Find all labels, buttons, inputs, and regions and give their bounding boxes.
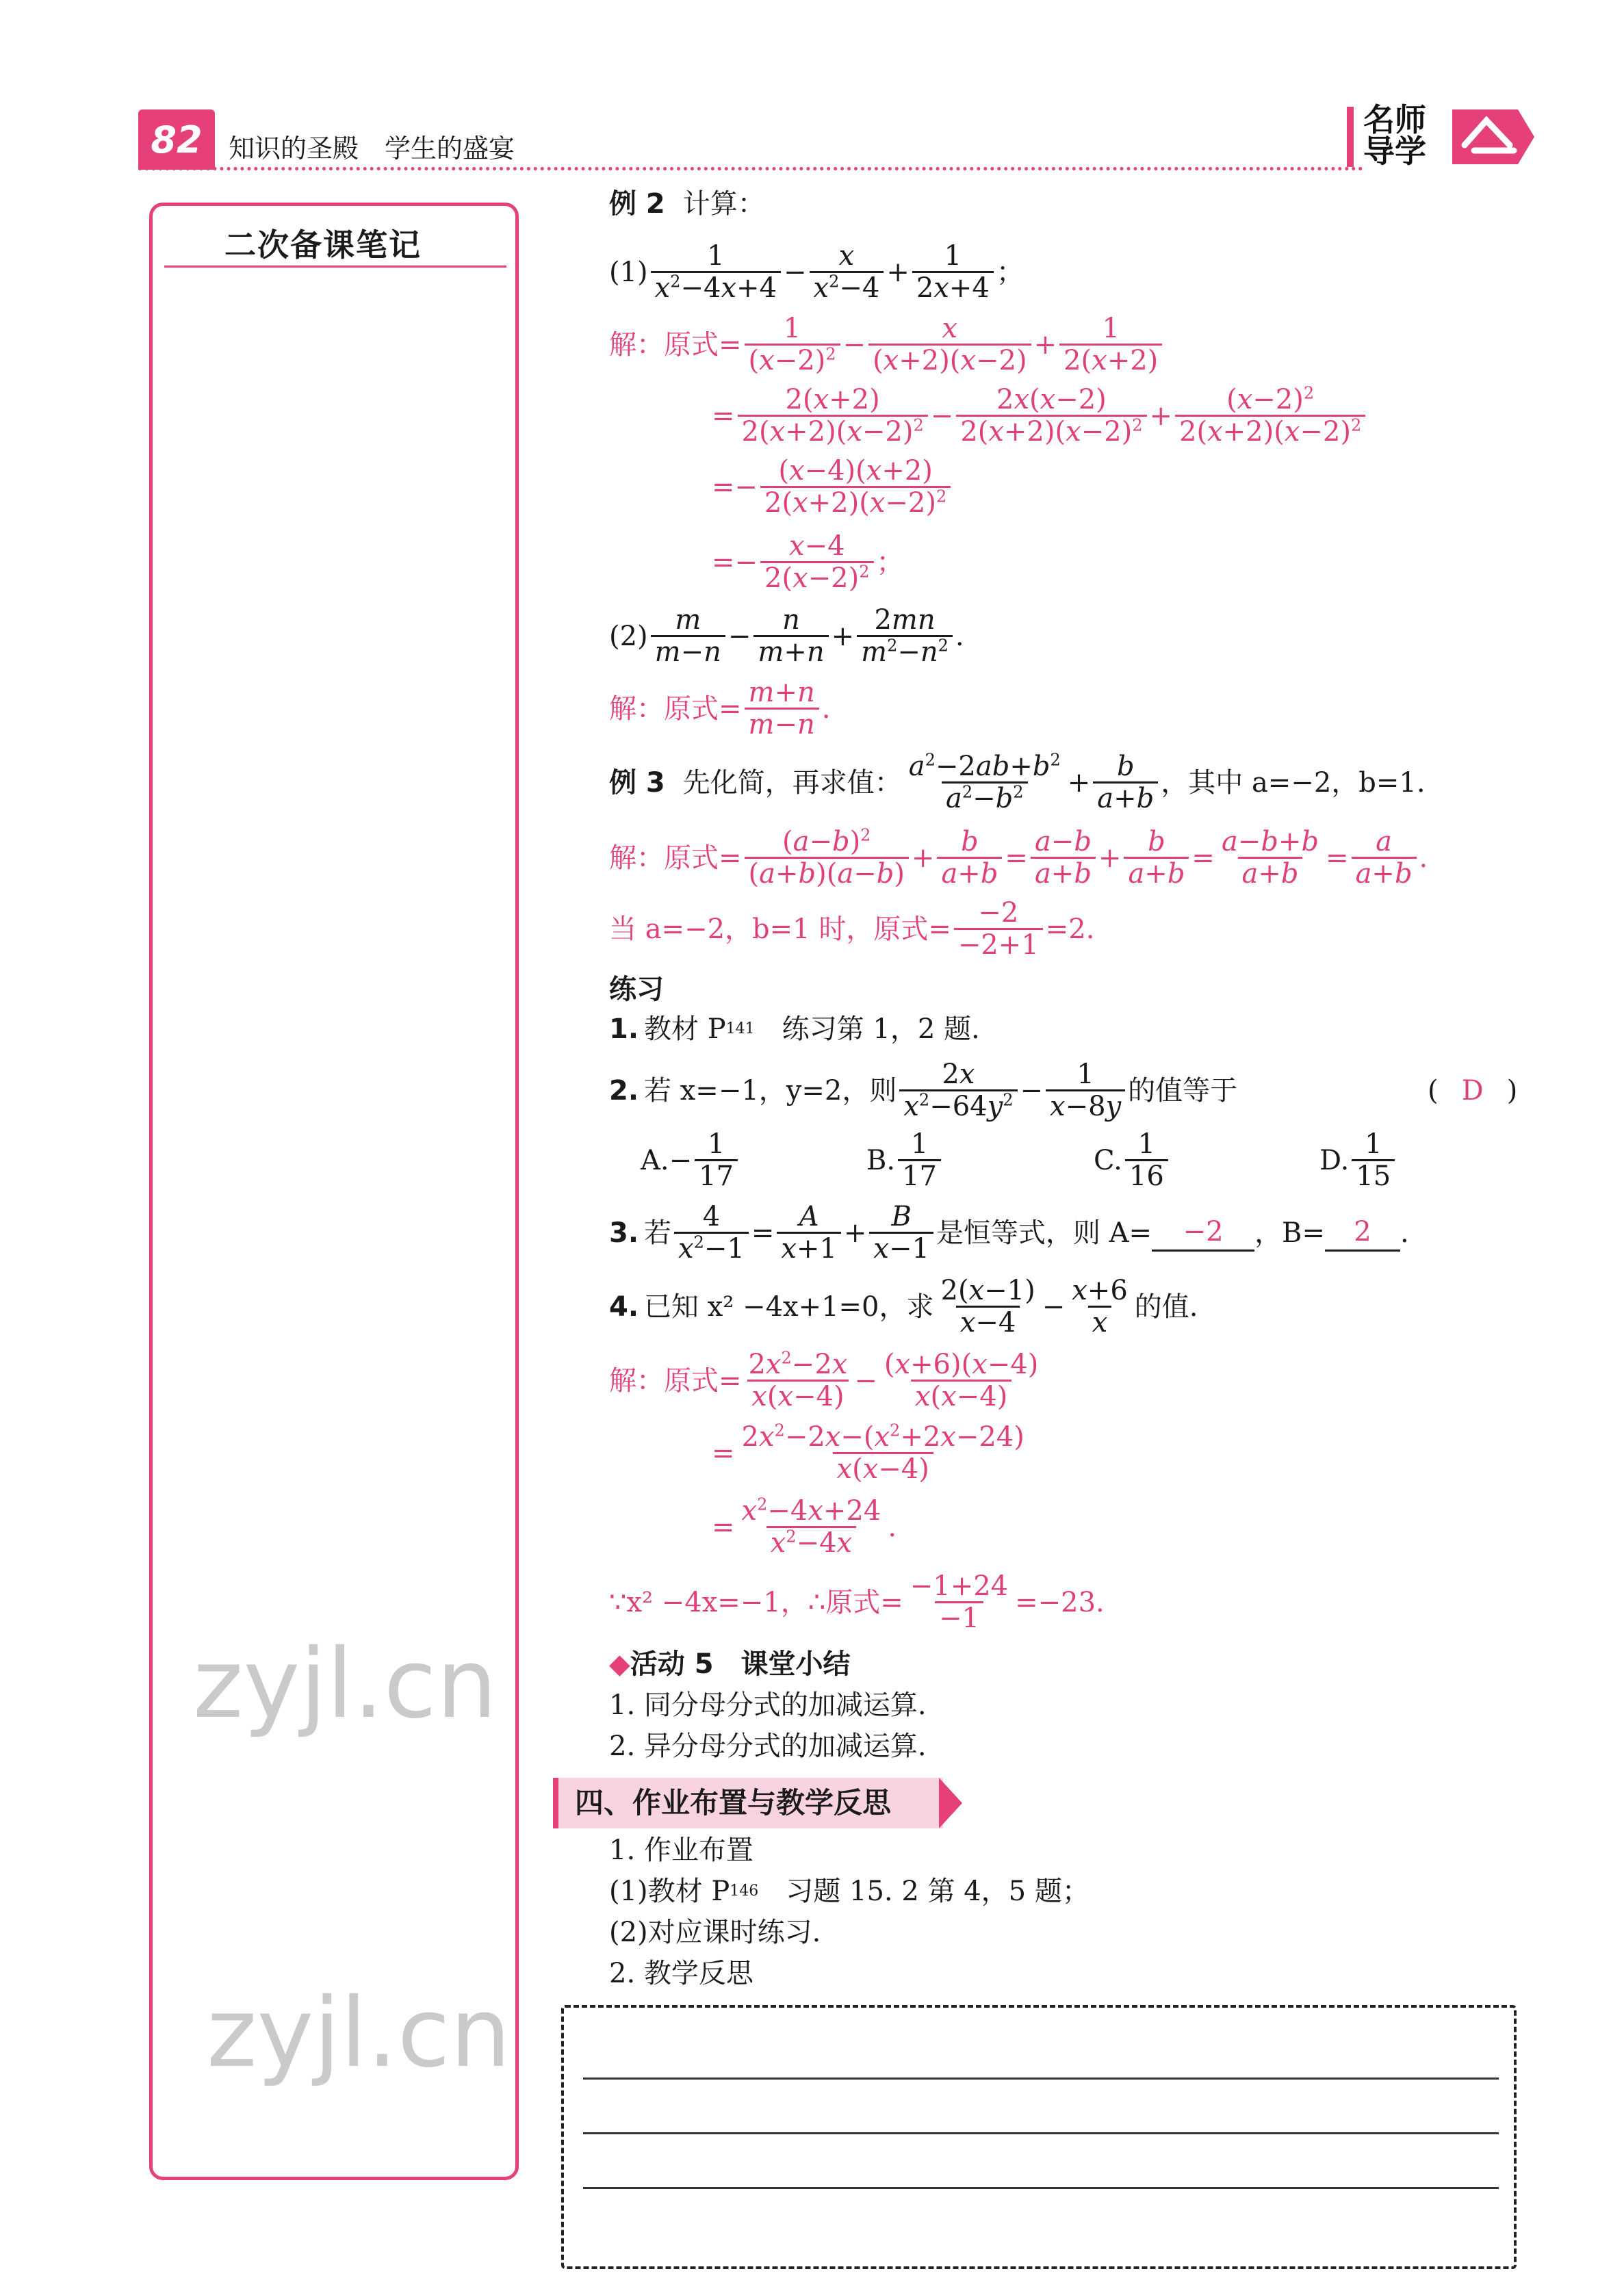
brand-bar bbox=[1347, 107, 1354, 167]
fraction: $\frac{2mn}{m^2-n^2}$ bbox=[857, 605, 953, 667]
example3-solution: 解：原式 = $\frac{(a-b)^2}{(a+b)(a-b)}$ + $\frac{b}{a+b}$ = $\frac{a-b}{a+b}$ + $\frac{b}{a+b}$ = $\frac{a-b+b}{a+b}$ = $\frac{a}{a+b}$ . bbox=[609, 825, 1428, 890]
fraction: 1 16 bbox=[1125, 1129, 1168, 1191]
brand-line2: 导学 bbox=[1363, 133, 1426, 170]
fraction: $\frac{n}{m+n}$ bbox=[753, 605, 828, 667]
fraction: m m−n bbox=[651, 605, 725, 667]
q4-solution-step3: = $\frac{x^2-4x+24}{x^2-4x}$ . bbox=[712, 1494, 897, 1559]
part2-label: (2) bbox=[609, 620, 648, 652]
fraction: 1 $x^2-4x+4$ bbox=[651, 241, 781, 303]
example2-part2-answer: 解：原式 = $\frac{m+n}{m-n}$ . bbox=[609, 677, 831, 740]
practice-q1: 1. 教材 P 141 练习第 1，2 题. bbox=[609, 1011, 980, 1047]
q2-number: 2. bbox=[609, 1074, 639, 1106]
fraction: $\frac{x+6}{x}$ bbox=[1072, 1275, 1128, 1338]
fraction: $\frac{m+n}{m-n}$ bbox=[745, 677, 819, 740]
fraction: 2(x−1) x−4 bbox=[940, 1275, 1035, 1338]
page-number: 82 bbox=[138, 109, 215, 170]
activity5-item2: 2. 异分母分式的加减运算. bbox=[609, 1731, 927, 1762]
reflection-line-1 bbox=[583, 2078, 1499, 2080]
q2-answer: D bbox=[1461, 1075, 1484, 1106]
example2-heading bbox=[609, 186, 765, 222]
example2-solution-step4: =− $\frac{x-4}{2(x-2)^2}$ ； bbox=[712, 530, 904, 594]
practice-q3: 3. 若 $\frac{4}{x^2-1}$ = $\frac{A}{x+1}$ + $\frac{B}{x-1}$ 是恒等式，则 A= −2 ，B= 2 . bbox=[609, 1201, 1409, 1265]
fraction: $\frac{1}{2x+4}$ bbox=[912, 241, 994, 303]
option-label: B. bbox=[866, 1144, 896, 1176]
q4-solution-step1: 解：原式 = $\frac{2x^2-2x}{x(x-4)}$ − $\frac{(x+6)(x-4)}{x(x-4)}$ bbox=[609, 1349, 1045, 1412]
solution-label: 解：原式 bbox=[609, 1364, 719, 1397]
q4-final: ∵x² −4x=−1，∴原式= $\frac{-1+24}{-1}$ =−23. bbox=[609, 1570, 1105, 1634]
brand-logo-icon bbox=[1449, 103, 1537, 171]
example2-part1: (1) 1 $x^2-4x+4$ − $\frac{x}{x^2-4}$ + $\frac{1}{2x+4}$ ； bbox=[609, 240, 1024, 304]
hw1-text: (1)教材 P bbox=[609, 1876, 730, 1907]
fraction: $\frac{(x+6)(x-4)}{x(x-4)}$ bbox=[884, 1349, 1039, 1412]
example3-evaluation: 当 a=−2，b=1 时，原式= $\frac{-2}{-2+1}$ =2. bbox=[609, 897, 1095, 961]
fraction: $\frac{B}{x-1}$ bbox=[869, 1202, 933, 1264]
q4-text: 已知 x² −4x+1=0，求 bbox=[644, 1291, 934, 1323]
fraction: $\frac{1}{x-8y}$ bbox=[1046, 1059, 1125, 1122]
reflection-line-3 bbox=[583, 2187, 1499, 2189]
option-label: A. bbox=[641, 1144, 669, 1176]
fraction: $\frac{2x^2-2x-(x^2+2x-24)}{x(x-4)}$ bbox=[741, 1421, 1024, 1485]
q4-solution-step2: = $\frac{2x^2-2x-(x^2+2x-24)}{x(x-4)}$ bbox=[712, 1422, 1031, 1484]
practice-q4: 4. 已知 x² −4x+1=0，求 2(x−1) x−4 − $\frac{x+6}{x}$ 的值. bbox=[609, 1275, 1198, 1338]
example3-prompt: 先化简，再求值： bbox=[682, 766, 902, 799]
part1-label: (1) bbox=[609, 256, 648, 288]
section4-heading-arrow bbox=[939, 1778, 962, 1828]
fraction: $\frac{x}{(x+2)(x-2)}$ bbox=[868, 313, 1031, 376]
option-label: C. bbox=[1094, 1144, 1122, 1176]
q4-final-text: ∵x² −4x=−1，∴原式= bbox=[609, 1586, 903, 1618]
q4-number: 4. bbox=[609, 1291, 639, 1323]
q2-option-b bbox=[866, 1129, 944, 1191]
fraction: $a^2-2ab+b^2$ $a^2-b^2$ bbox=[908, 750, 1061, 814]
brand-logo-text bbox=[1363, 101, 1439, 170]
reflection-line-2 bbox=[583, 2132, 1499, 2134]
watermark-1: zyjl.cn bbox=[193, 1629, 498, 1740]
q3-mid: 是恒等式，则 A= bbox=[936, 1217, 1152, 1249]
fraction: $\frac{x-4}{2(x-2)^2}$ bbox=[760, 531, 873, 593]
fraction: $\frac{-1+24}{-1}$ bbox=[910, 1570, 1009, 1634]
fraction: $\frac{x}{x^2-4}$ bbox=[810, 241, 884, 303]
fraction: $\frac{2(x+2)}{2(x+2)(x-2)^2}$ bbox=[738, 385, 928, 447]
q1-text: 教材 P bbox=[644, 1013, 726, 1045]
fraction: $\frac{1}{2(x+2)}$ bbox=[1059, 313, 1162, 376]
fraction: $\frac{b}{a+b}$ bbox=[937, 827, 1002, 889]
example2-prompt: 计算： bbox=[682, 188, 765, 220]
fraction: $\frac{b}{a+b}$ bbox=[1124, 827, 1189, 889]
option-label: D. bbox=[1319, 1144, 1350, 1176]
fraction: $\frac{a-b+b}{a+b}$ bbox=[1221, 826, 1319, 890]
brand-line1: 名师 bbox=[1363, 101, 1426, 138]
fraction: $\frac{x^2-4x+24}{x^2-4x}$ bbox=[741, 1494, 881, 1559]
reflection-box bbox=[561, 2005, 1517, 2269]
hw1-rest: 习题 15. 2 第 4，5 题； bbox=[758, 1876, 1090, 1907]
q3-b-label: ，B= bbox=[1254, 1217, 1325, 1249]
q2-answer-bracket: ( D ) bbox=[1428, 1073, 1517, 1109]
activity5-title: 活动 5 课堂小结 bbox=[630, 1648, 851, 1680]
solution-label: 解：原式 bbox=[609, 842, 719, 874]
q3-number: 3. bbox=[609, 1217, 639, 1249]
q1-rest: 练习第 1，2 题. bbox=[754, 1013, 980, 1045]
example2-solution-step2: = $\frac{2(x+2)}{2(x+2)(x-2)^2}$ − $\frac{2x(x-2)}{2(x+2)(x-2)^2}$ + $\frac{(x-2)^2}{2(x+2)(x-2)^2}$ bbox=[712, 385, 1368, 447]
fraction: $\frac{1}{17}$ bbox=[695, 1129, 738, 1191]
fraction: $\frac{1}{(x-2)^2}$ bbox=[745, 313, 840, 376]
solution-label: 解：原式 bbox=[609, 693, 719, 725]
q1-number: 1. bbox=[609, 1013, 639, 1045]
fraction: $\frac{(x-4)(x+2)}{2(x+2)(x-2)^2}$ bbox=[760, 456, 951, 518]
q2-text: 若 x=−1，y=2，则 bbox=[644, 1074, 897, 1106]
fraction: $\frac{2x^2-2x}{x(x-4)}$ bbox=[748, 1348, 848, 1412]
fraction: 1 17 bbox=[898, 1129, 941, 1191]
fraction: $\frac{(a-b)^2}{(a+b)(a-b)}$ bbox=[745, 827, 909, 889]
q3-answer-b: 2 bbox=[1325, 1214, 1400, 1252]
practice-heading: 练习 bbox=[609, 974, 664, 1005]
fraction: 2x $x^2-64y^2$ bbox=[899, 1059, 1017, 1122]
activity5-item1: 1. 同分母分式的加减运算. bbox=[609, 1690, 927, 1721]
homework-title: 1. 作业布置 bbox=[609, 1835, 753, 1866]
notes-title-underline bbox=[164, 266, 506, 268]
watermark-2: zyjl.cn bbox=[207, 1978, 511, 2089]
q4-tail: 的值. bbox=[1134, 1291, 1198, 1323]
fraction: $\frac{b}{a+b}$ bbox=[1093, 751, 1158, 814]
q2-tail: 的值等于 bbox=[1128, 1074, 1238, 1106]
fraction: $\frac{A}{x+1}$ bbox=[777, 1202, 841, 1264]
example3-label: 例 3 bbox=[609, 766, 665, 799]
evaluation-text: 当 a=−2，b=1 时，原式= bbox=[609, 913, 951, 945]
fraction: $\frac{-2}{-2+1}$ bbox=[954, 898, 1043, 960]
reflection-title: 2. 教学反思 bbox=[609, 1958, 753, 1989]
example3-condition: ，其中 a=−2，b=1. bbox=[1161, 766, 1426, 799]
fraction: $\frac{2x(x-2)}{2(x+2)(x-2)^2}$ bbox=[956, 385, 1146, 447]
example2-part2: (2) m m−n − $\frac{n}{m+n}$ + $\frac{2mn}{m^2-n^2}$ . bbox=[609, 604, 964, 668]
fraction: $\frac{(x-2)^2}{2(x+2)(x-2)^2}$ bbox=[1175, 385, 1365, 447]
q2-option-c bbox=[1094, 1129, 1171, 1191]
example2-solution-step1: 解：原式 = $\frac{1}{(x-2)^2}$ − $\frac{x}{(x+2)(x-2)}$ + $\frac{1}{2(x+2)}$ bbox=[609, 313, 1165, 376]
fraction: $\frac{a}{a+b}$ bbox=[1352, 827, 1417, 889]
section4-heading: 四、作业布置与教学反思 bbox=[553, 1778, 943, 1828]
practice-q2: 2. 若 x=−1，y=2，则 2x $x^2-64y^2$ − $\frac{1}{x-8y}$ 的值等于 bbox=[609, 1059, 1238, 1122]
homework-item1: (1)教材 P 146 习题 15. 2 第 4，5 题； bbox=[609, 1874, 1090, 1909]
solution-label: 解：原式 bbox=[609, 328, 719, 361]
example2-label: 例 2 bbox=[609, 188, 665, 220]
example3-question: 例 3 先化简，再求值： $a^2-2ab+b^2$ $a^2-b^2$ + $\frac{b}{a+b}$ ，其中 a=−2，b=1. bbox=[609, 750, 1426, 814]
q2-option-a: A. − $\frac{1}{17}$ bbox=[641, 1129, 740, 1191]
header-dotted-line bbox=[138, 167, 1363, 170]
q3-answer-a: −2 bbox=[1152, 1214, 1254, 1252]
diamond-bullet-icon: ◆ bbox=[609, 1648, 630, 1680]
example2-solution-step3: =− $\frac{(x-4)(x+2)}{2(x+2)(x-2)^2}$ bbox=[712, 456, 953, 518]
notes-title: 二次备课笔记 bbox=[224, 226, 422, 263]
header-slogan: 知识的圣殿 学生的盛宴 bbox=[229, 133, 515, 164]
fraction: $\frac{4}{x^2-1}$ bbox=[674, 1202, 749, 1264]
homework-item2: (2)对应课时练习. bbox=[609, 1917, 821, 1948]
fraction: 1 15 bbox=[1352, 1129, 1395, 1191]
q2-option-d bbox=[1319, 1129, 1397, 1191]
activity5-heading bbox=[609, 1646, 851, 1682]
q3-text: 若 bbox=[644, 1217, 672, 1249]
fraction: $\frac{a-b}{a+b}$ bbox=[1031, 827, 1096, 889]
notes-panel bbox=[149, 203, 519, 2180]
